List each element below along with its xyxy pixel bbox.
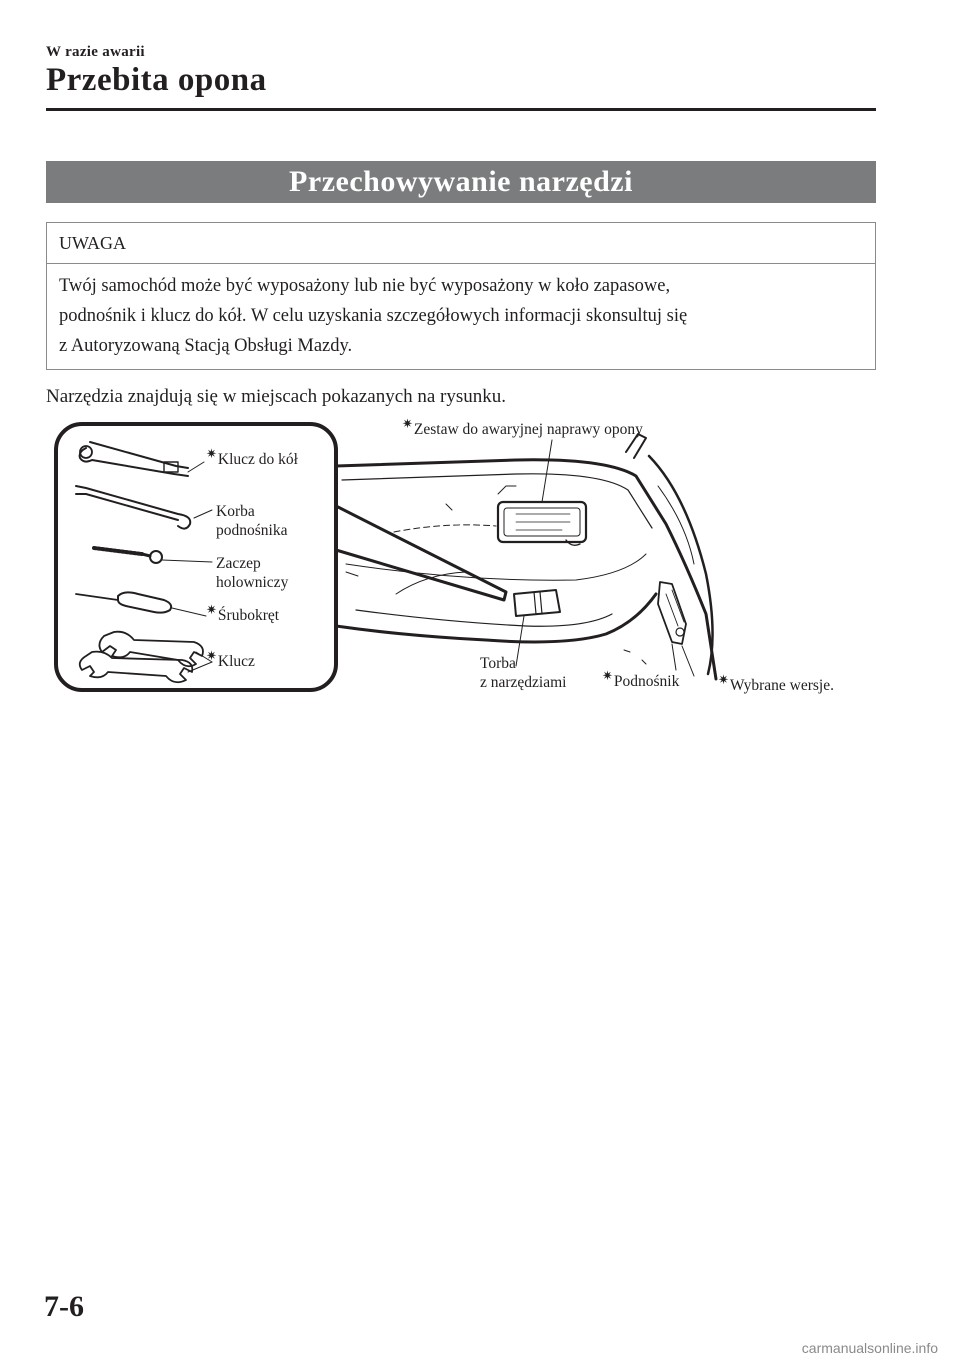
notice-line: Twój samochód może być wyposażony lub nie być wyposażony w koło zapasowe, [59, 276, 671, 296]
repair-kit-drawing [498, 440, 586, 545]
label-tow-hook: Zaczep holowniczy [216, 555, 289, 591]
header-rule [46, 108, 876, 111]
trunk-drawing [336, 434, 716, 679]
wrenches-drawing [80, 632, 212, 683]
lug-wrench-drawing [80, 442, 204, 476]
callout-wedge [336, 506, 506, 600]
notice-line: podnośnik i klucz do kół. W celu uzyskania szczegółowych informacji skonsultuj się [59, 306, 688, 326]
asterisk-icon: ✷ [206, 602, 217, 617]
jack-drawing [658, 582, 694, 676]
label-screwdriver: ✷Śrubokręt [206, 602, 280, 624]
page-title: Przebita opona [46, 62, 267, 98]
label-jack: ✷Podnośnik [602, 668, 680, 690]
jack-handle-drawing [76, 486, 212, 529]
screwdriver-drawing [76, 592, 206, 616]
asterisk-icon: ✷ [206, 446, 217, 461]
tool-storage-illustration [46, 414, 876, 714]
label-lug-wrench: ✷Klucz do kół [206, 446, 298, 468]
asterisk-icon: ✷ [718, 672, 729, 687]
section-title: Przechowywanie narzędzi [46, 161, 876, 203]
intro-text: Narzędzia znajdują się w miejscach pokazanych na rysunku. [46, 386, 507, 407]
label-repair-kit: ✷Zestaw do awaryjnej naprawy opony [402, 416, 643, 438]
notice-box [46, 222, 876, 370]
label-jack-handle: Korba podnośnika [216, 503, 288, 539]
notice-body [47, 264, 875, 369]
page-number: 7-6 [44, 1290, 84, 1323]
chapter-label: W razie awarii [46, 44, 145, 60]
asterisk-icon: ✷ [206, 648, 217, 663]
notice-line: z Autoryzowaną Stacją Obsługi Mazdy. [59, 336, 353, 356]
asterisk-icon: ✷ [402, 416, 413, 431]
notice-title: UWAGA [47, 223, 875, 264]
label-wrench: ✷Klucz [206, 648, 255, 670]
tool-storage-figure [46, 414, 876, 714]
label-some-models: ✷Wybrane wersje. [718, 672, 834, 694]
asterisk-icon: ✷ [602, 668, 613, 683]
tow-hook-drawing [94, 548, 212, 563]
label-tool-bag: Torba z narzędziami [480, 655, 567, 691]
watermark: carmanualsonline.info [801, 1340, 938, 1356]
